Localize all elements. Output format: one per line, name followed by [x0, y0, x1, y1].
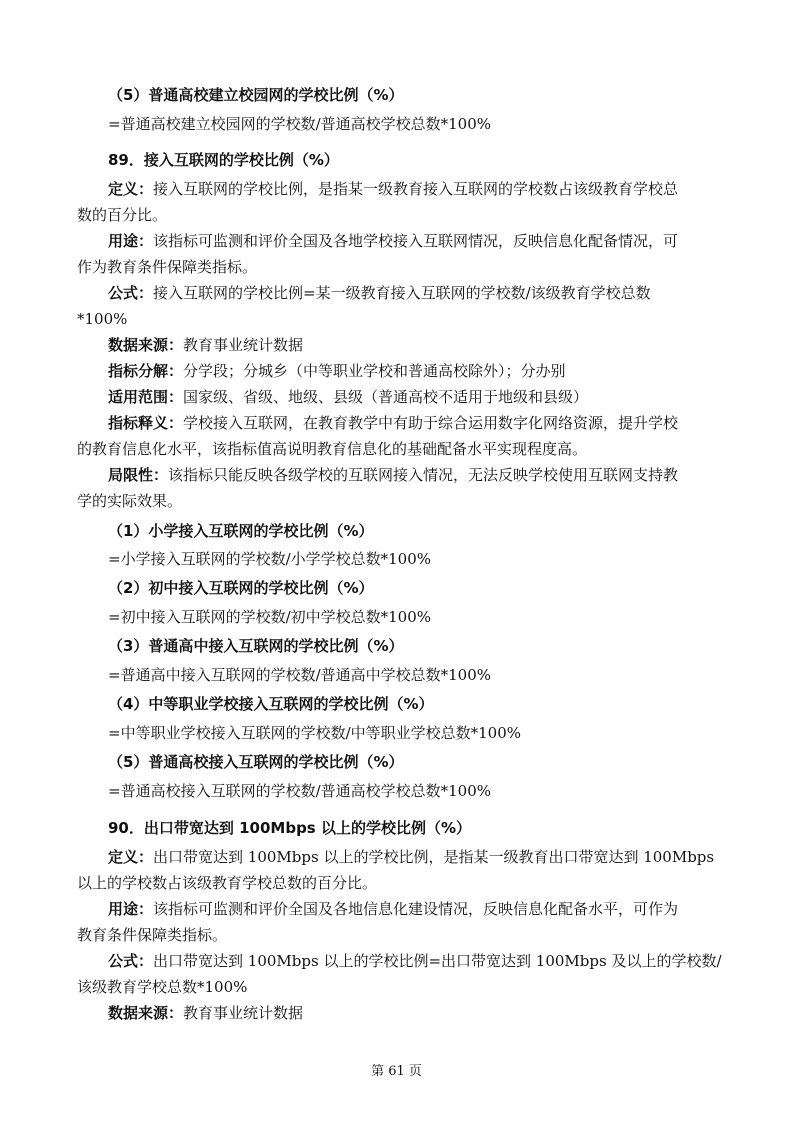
formula-line: =普通高校接入互联网的学校数/普通高校学校总数*100% [108, 782, 492, 800]
subsection-heading: （5）普通高校接入互联网的学校比例（%） [108, 753, 404, 771]
source-text: 教育事业统计数据 [183, 336, 304, 354]
subsection-heading: （1）小学接入互联网的学校比例（%） [108, 522, 374, 540]
indicator-title: 89．接入互联网的学校比例（%） [108, 151, 339, 169]
breakdown-paragraph [108, 361, 566, 381]
explain-text: 学校接入互联网，在教育教学中有助于综合运用数字化网络资源，提升学校 [183, 414, 679, 432]
definition-text-cont: 数的百分比。 [77, 206, 168, 224]
definition-label: 定义： [108, 180, 154, 198]
usage-label: 用途： [108, 900, 154, 918]
definition-text: 出口带宽达到 100Mbps 以上的学校比例，是指某一级教育出口带宽达到 100Mbps [153, 848, 715, 866]
formula-line: =初中接入互联网的学校数/初中学校总数*100% [108, 608, 432, 626]
source-label: 数据来源： [108, 336, 184, 354]
formula-text: 出口带宽达到 100Mbps 以上的学校比例=出口带宽达到 100Mbps 及以上的学校数/ [153, 952, 722, 970]
subsection-heading: （2）初中接入互联网的学校比例（%） [108, 579, 374, 597]
explain-label: 指标释义： [108, 414, 184, 432]
page-number: 第 61 页 [371, 1064, 422, 1079]
definition-label: 定义： [108, 848, 154, 866]
subsection-heading: （5）普通高校建立校园网的学校比例（%） [108, 86, 404, 104]
definition-paragraph [108, 847, 714, 867]
limitation-text-cont: 学的实际效果。 [77, 492, 183, 510]
source-text: 教育事业统计数据 [183, 1004, 304, 1022]
usage-text-cont: 教育条件保障类指标。 [77, 926, 228, 944]
scope-text: 国家级、省级、地级、县级（普通高校不适用于地级和县级） [183, 388, 589, 406]
formula-line: =小学接入互联网的学校数/小学学校总数*100% [108, 550, 432, 568]
usage-text: 该指标可监测和评价全国及各地学校接入互联网情况，反映信息化配备情况，可 [153, 232, 679, 250]
usage-paragraph [108, 899, 678, 919]
formula-line: =普通高中接入互联网的学校数/普通高中学校总数*100% [108, 666, 492, 684]
formula-paragraph [108, 283, 651, 303]
formula-text: 接入互联网的学校比例=某一级教育接入互联网的学校数/该级教育学校总数 [153, 284, 651, 302]
formula-label: 公式： [108, 284, 154, 302]
subsection-heading: （4）中等职业学校接入互联网的学校比例（%） [108, 695, 434, 713]
scope-paragraph [108, 387, 588, 407]
usage-text: 该指标可监测和评价全国及各地信息化建设情况，反映信息化配备水平，可作为 [153, 900, 679, 918]
formula-text-cont: *100% [77, 310, 128, 328]
formula-paragraph [108, 951, 722, 971]
definition-paragraph [108, 179, 678, 199]
limitation-text: 该指标只能反映各级学校的互联网接入情况，无法反映学校使用互联网支持教 [168, 466, 679, 484]
breakdown-text: 分学段；分城乡（中等职业学校和普通高校除外）；分办别 [183, 362, 566, 380]
formula-line: =中等职业学校接入互联网的学校数/中等职业学校总数*100% [108, 724, 522, 742]
usage-paragraph [108, 231, 678, 251]
formula-label: 公式： [108, 952, 154, 970]
explain-text-cont: 的教育信息化水平，该指标值高说明教育信息化的基础配备水平实现程度高。 [77, 440, 588, 458]
indicator-title: 90．出口带宽达到 100Mbps 以上的学校比例（%） [108, 819, 471, 837]
scope-label: 适用范围： [108, 388, 184, 406]
formula-line: =普通高校建立校园网的学校数/普通高校学校总数*100% [108, 115, 492, 133]
breakdown-label: 指标分解： [108, 362, 184, 380]
limitation-label: 局限性： [108, 466, 169, 484]
definition-text: 接入互联网的学校比例，是指某一级教育接入互联网的学校数占该级教育学校总 [153, 180, 679, 198]
source-paragraph [108, 335, 303, 355]
usage-label: 用途： [108, 232, 154, 250]
definition-text-cont: 以上的学校数占该级教育学校总数的百分比。 [77, 874, 378, 892]
usage-text-cont: 作为教育条件保障类指标。 [77, 258, 258, 276]
formula-text-cont: 该级教育学校总数*100% [77, 978, 248, 996]
limitation-paragraph [108, 465, 678, 485]
explain-paragraph [108, 413, 678, 433]
source-label: 数据来源： [108, 1004, 184, 1022]
subsection-heading: （3）普通高中接入互联网的学校比例（%） [108, 637, 404, 655]
source-paragraph [108, 1003, 303, 1023]
